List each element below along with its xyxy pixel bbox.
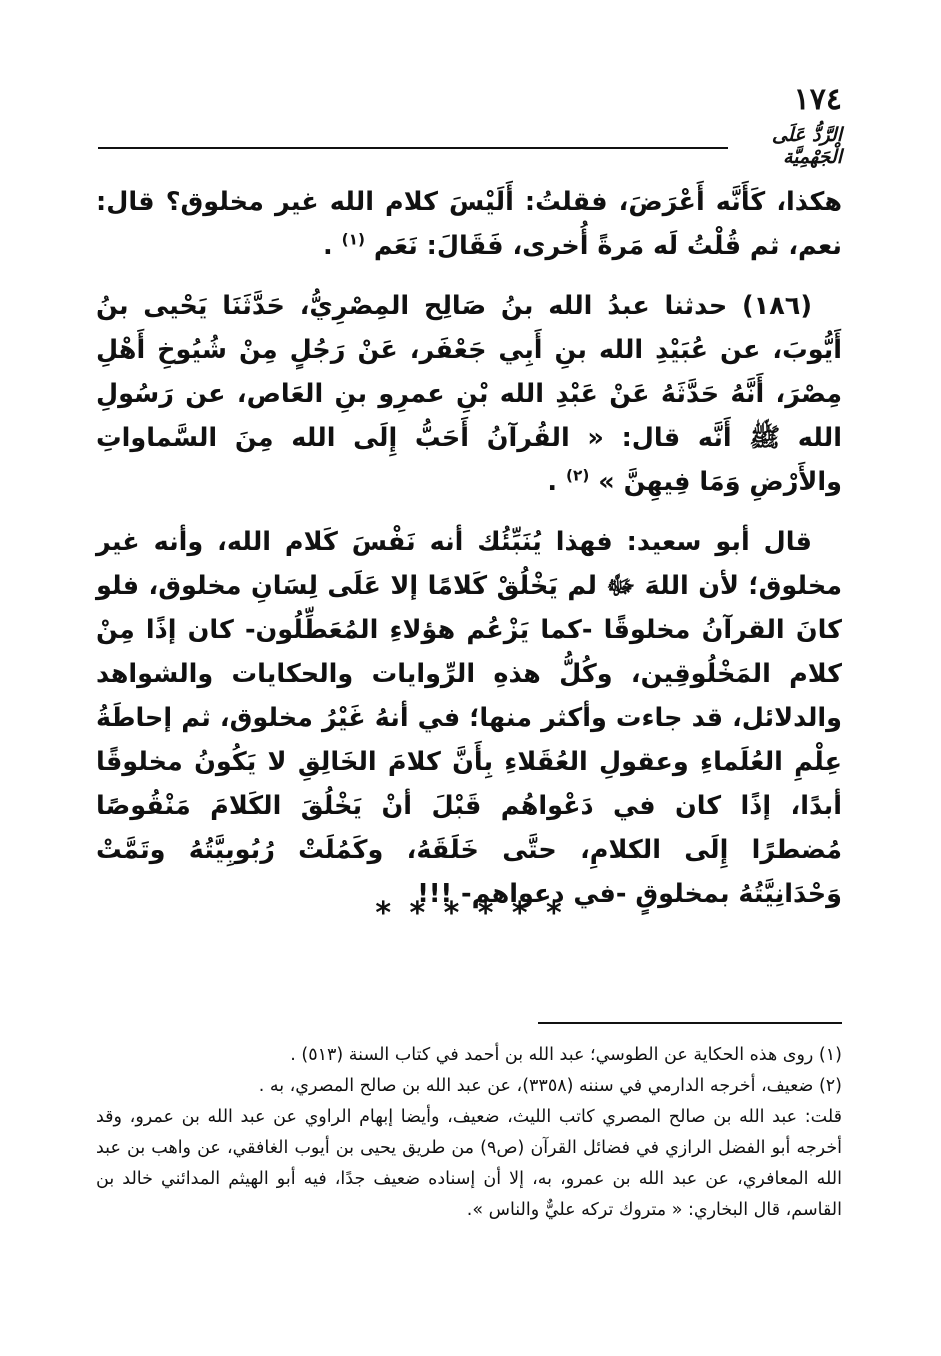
paragraph-text: قال أبو سعيد: فهذا يُنَبِّئُك أنه نَفْسَ كَلام الله، وأنه غير مخلوق؛ لأن اللهَ ﷻ لم يَخْلُقْ كَلامًا إلا عَلَى لِسَانِ مخلوق، فلو كانَ القرآنُ مخلوقًا -كما يَزْعُم هؤلاءِ المُعَطِّلُون- كان إذًا مِنْ كلام المَخْلُوقِين، وكُلُّ هذهِ الرِّوايات والحكايات والشواهد والدلائل، قد جاءت وأكثر منها؛ في أنهُ غَيْرُ مخلوق، ثم إحاطَةُ عِلْمِ العُلَماءِ وعقولِ العُقَلاءِ بِأَنَّ كلامَ الخَالِقِ لا يَكُونُ مخلوقًا أبدًا، إذًا كان في دَعْواهُم قَبْلَ أنْ يَخْلُقَ الكَلامَ مَنْقُوصًا مُضطرًا إِلَى الكلامِ، حتَّى خَلَقَهُ، وكَمُلَتْ رُبُوبِيَّتُهُ وتَمَّتْ وَحْدَانِيَّتُهُ بمخلوقٍ -في دعواهم- !!! xyxy=(96,527,842,909)
footnote-rule xyxy=(538,1022,842,1024)
paragraph-text: (١٨٦) حدثنا عبدُ الله بنُ صَالِح المِصْرِيُّ، حَدَّثَنَا يَحْيى بنُ أَيُّوبَ، عن عُبَيْدِ الله بنِ أَبِي جَعْفَر، عَنْ رَجُلٍ مِنْ شُيُوخِ أَهْلِ مِصْرَ، أَنَّهُ حَدَّثَهُ عَنْ عَبْدِ الله بْنِ عمرِو بنِ العَاص، عن رَسُولِ الله ﷺ أَنَّه قال: « القُرآنُ أَحَبُّ إِلَى الله مِنَ السَّماواتِ والأَرْضِ وَمَا فِيهِنَّ » xyxy=(96,291,842,497)
paragraph-continuation xyxy=(96,180,842,268)
paragraph-end: . xyxy=(323,231,333,261)
page-number: ١٧٤ xyxy=(793,82,842,117)
footnote-ref-1[interactable]: (١) xyxy=(341,230,365,249)
paragraph-commentary xyxy=(96,520,842,916)
paragraph-hadith-186 xyxy=(96,284,842,504)
section-separator: * * * * * * xyxy=(375,896,566,931)
footnote-2-note: قلت: عبد الله بن صالح المصري كاتب الليث، ضعيف، وأيضا إبهام الراوي عن عبد الله بن عمرو، وقد أخرجه أبو الفضل الرازي في فضائل القرآن (ص٩) من طريق يحيى بن أيوب الغافقي، عن واهب بن عبد الله المعافري، عن عبد الله بن عمرو، به، إلا أن إسناده ضعيف جدًا، فيه أبو الهيثم المدائني خالد بن القاسم، قال البخاري: « متروك تركه عليٌّ والناس ». xyxy=(96,1107,843,1220)
footnote-1: (١) روى هذه الحكاية عن الطوسي؛ عبد الله بن أحمد في كتاب السنة (٥١٣) . xyxy=(290,1045,842,1065)
header-rule xyxy=(98,147,728,149)
running-title: الرَّدُّ عَلَى الْجَهْمِيَّة xyxy=(771,124,842,168)
main-text xyxy=(96,180,842,932)
paragraph-end: . xyxy=(547,467,558,497)
paragraph-text: هكذا، كَأَنَّه أَعْرَضَ، فقلتُ: أَلَيْسَ كلام الله غير مخلوق؟ قال: نعم، ثم قُلْتُ لَه مَرةً أُخرى، فَقَالَ: نَعَم xyxy=(96,187,842,261)
footnote-2: (٢) ضعيف، أخرجه الدارمي في سننه (٣٣٥٨)، عن عبد الله بن صالح المصري، به . xyxy=(258,1076,842,1096)
footnote-ref-2[interactable]: (٢) xyxy=(565,466,590,485)
footnotes xyxy=(96,1040,842,1226)
